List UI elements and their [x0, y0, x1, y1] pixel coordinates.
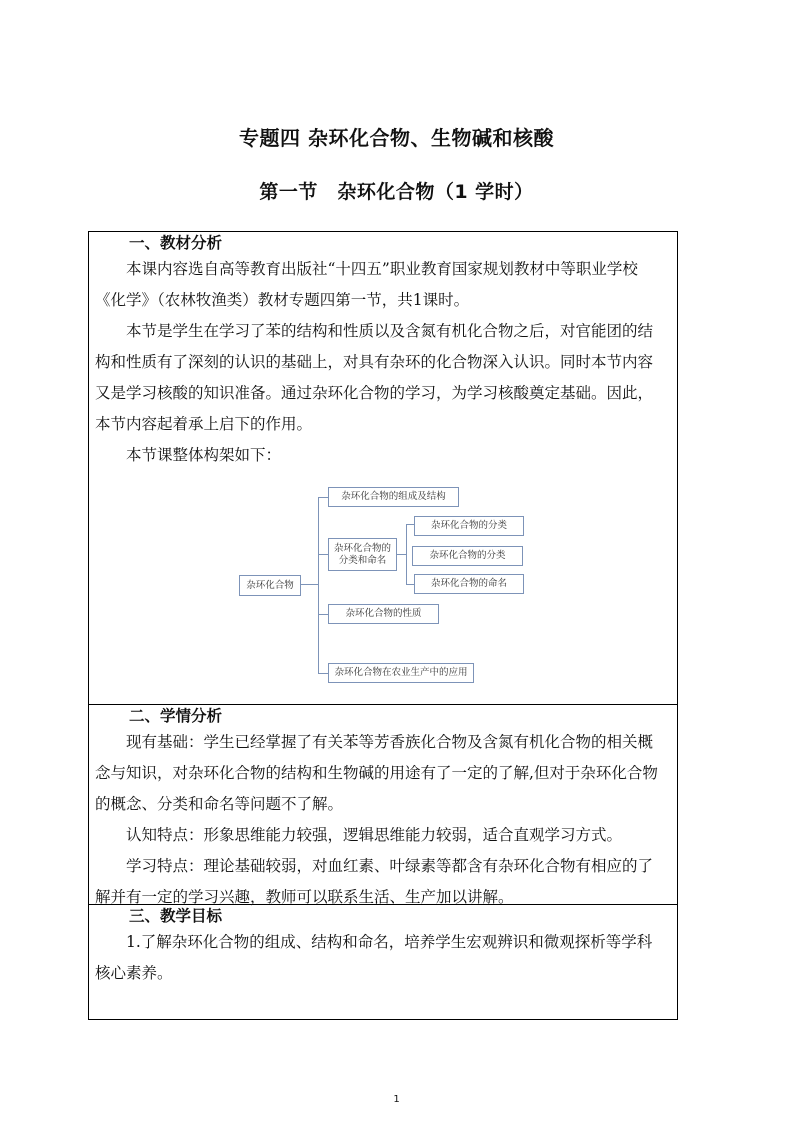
paragraph: 认知特点：形象思维能力较强，逻辑思维能力较弱，适合直观学习方式。	[126, 826, 623, 844]
document-title: 专题四 杂环化合物、生物碱和核酸	[239, 126, 554, 150]
diagram-subnode: 杂环化合物的命名	[414, 574, 524, 594]
section-student-analysis	[89, 705, 677, 905]
section-teaching-goals	[89, 905, 677, 1019]
connector-line	[318, 497, 319, 673]
section-textbook-analysis	[89, 232, 677, 705]
structure-diagram	[229, 487, 529, 697]
lesson-plan-table	[88, 231, 678, 1020]
paragraph: 本节是学生在学习了苯的结构和性质以及含氮有机化合物之后，对官能团的结构和性质有了深刻的认识的基础上，对具有杂环的化合物深入认识。同时本节内容又是学习核酸的知识准备。通过杂环化合物的学习，为学习核酸奠定基础。因此，本节内容起着承上启下的作用。	[95, 322, 654, 433]
connector-line	[406, 584, 414, 585]
paragraph: 学习特点：理论基础较弱，对血红素、叶绿素等都含有杂环化合物有相应的了解并有一定的学习兴趣，教师可以联系生活、生产加以讲解。	[95, 857, 654, 906]
section-heading: 三、教学目标	[129, 907, 223, 925]
diagram-node: 杂环化合物的分类和命名	[328, 538, 397, 571]
diagram-node: 杂环化合物的性质	[328, 604, 439, 624]
connector-line	[318, 673, 328, 674]
paragraph: 本课内容选自高等教育出版社“十四五”职业教育国家规划教材中等职业学校《化学》（农林牧渔类）教材专题四第一节，共1课时。	[95, 260, 638, 309]
diagram-subnode: 杂环化合物的分类	[414, 516, 524, 536]
connector-line	[318, 554, 328, 555]
diagram-node: 杂环化合物在农业生产中的应用	[328, 663, 474, 683]
paragraph: 现有基础：学生已经掌握了有关苯等芳香族化合物及含氮有机化合物的相关概念与知识，对杂环化合物的结构和生物碱的用途有了一定的了解,但对于杂环化合物的概念、分类和命名等问题不了解。	[95, 733, 658, 813]
section-subtitle: 第一节 杂环化合物（1 学时）	[259, 181, 534, 203]
diagram-subnode: 杂环化合物的分类	[412, 546, 523, 566]
connector-line	[397, 554, 406, 555]
diagram-root-node: 杂环化合物	[239, 575, 301, 596]
section-heading: 一、教材分析	[129, 234, 223, 252]
page-number: 1	[393, 1094, 400, 1105]
connector-line	[406, 524, 414, 525]
diagram-node: 杂环化合物的组成及结构	[328, 487, 459, 507]
connector-line	[406, 524, 407, 584]
connector-line	[318, 497, 328, 498]
paragraph: 1.了解杂环化合物的组成、结构和命名，培养学生宏观辨识和微观探析等学科核心素养。	[95, 933, 653, 982]
paragraph: 本节课整体构架如下：	[126, 446, 282, 464]
section-heading: 二、学情分析	[129, 707, 223, 725]
connector-line	[299, 584, 318, 585]
connector-line	[318, 614, 328, 615]
